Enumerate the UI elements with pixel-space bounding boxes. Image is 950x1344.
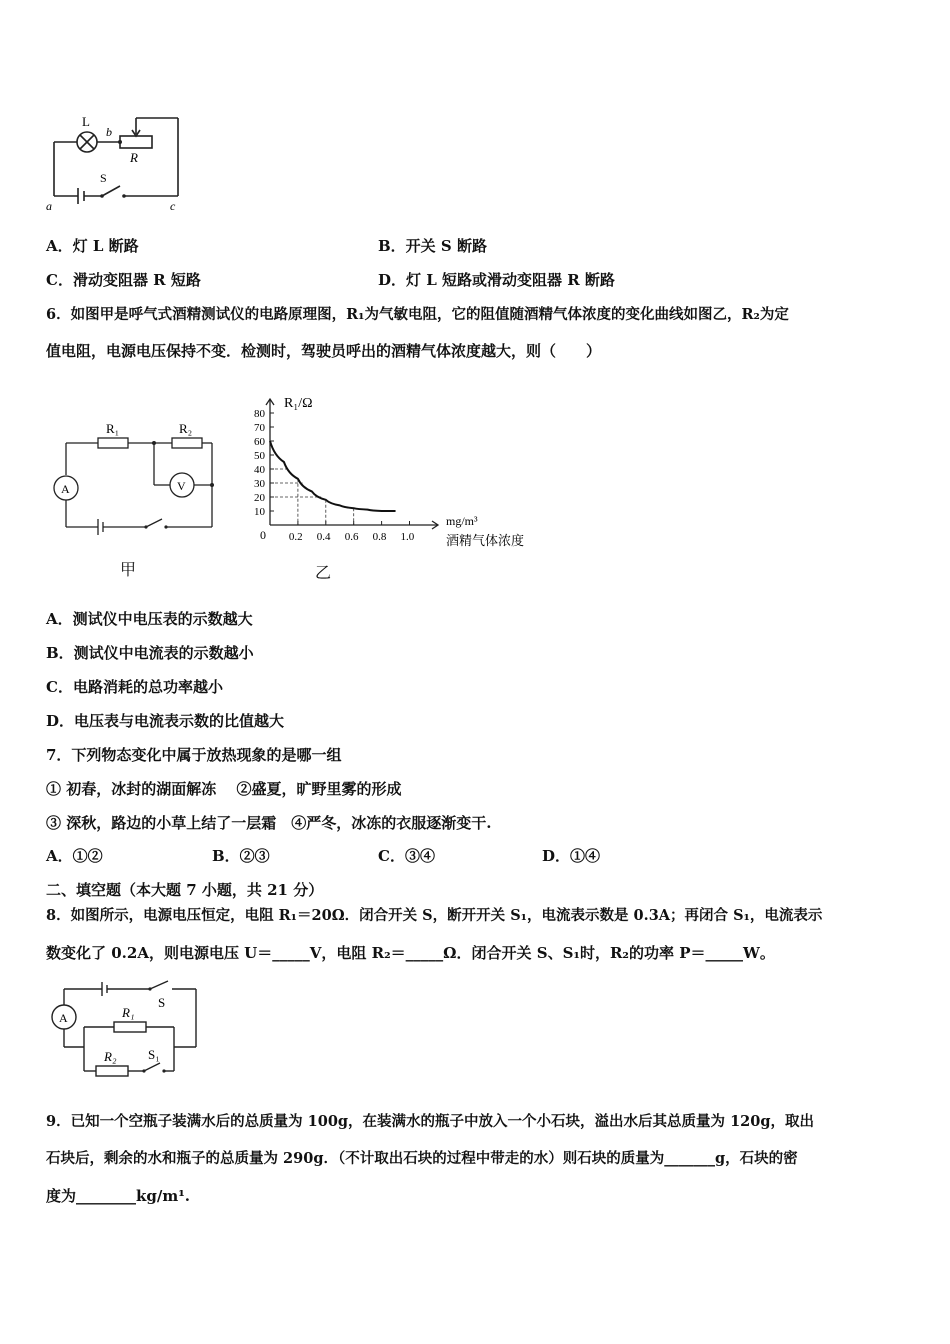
voltmeter-label: V — [177, 479, 186, 493]
y-tick-label: 20 — [254, 492, 265, 504]
q8-circuit-figure — [44, 975, 209, 1085]
q7-items-line1: ① 初春，冰封的湖面解冻 ②盛夏，旷野里雾的形成 — [46, 780, 402, 798]
q7-option-d: D．①④ — [542, 847, 601, 865]
x-axis-label: 酒精气体浓度 — [446, 534, 525, 549]
r1-label: R₁ — [106, 421, 120, 436]
q5-option-b: B．开关 S 断路 — [378, 237, 487, 255]
y-tick-label: 80 — [254, 408, 265, 420]
q7-option-a: A．①② — [46, 847, 103, 865]
q7-option-b: B．②③ — [212, 847, 270, 865]
x-tick-label: 0.2 — [288, 531, 303, 543]
q8-stem-line2: 数变化了 0.2A，则电源电压 U＝_____V，电阻 R₂＝_____Ω．闭合开关 S、S₁时，R₂的功率 P＝_____W。 — [46, 944, 775, 962]
resistor-label: R — [130, 150, 138, 165]
x-tick-label: 0.6 — [344, 531, 359, 543]
point-b-label: b — [106, 125, 112, 139]
y-tick-label: 30 — [254, 478, 265, 490]
section-heading-fill-in: 二、填空题（本大题 7 小题，共 21 分） — [46, 881, 324, 899]
y-tick-label: 70 — [254, 422, 265, 434]
q6-stem-line1: 6．如图甲是呼气式酒精测试仪的电路原理图，R₁为气敏电阻，它的阻值随酒精气体浓度的变化曲线如图乙，R₂为定 — [46, 306, 789, 323]
q5-option-c: C．滑动变阻器 R 短路 — [46, 271, 201, 289]
y-tick-label: 40 — [254, 464, 265, 476]
q5-option-d: D．灯 L 短路或滑动变阻器 R 断路 — [378, 271, 615, 289]
point-c-label: c — [170, 199, 176, 213]
q6-stem-line2: 值电阻，电源电压保持不变．检测时，驾驶员呼出的酒精气体浓度越大，则（ ） — [46, 342, 602, 360]
q6-option-b: B．测试仪中电流表的示数越小 — [46, 644, 254, 662]
q6-graph-yi — [240, 385, 560, 555]
r2-label: R₂ — [104, 1049, 117, 1064]
x-unit-label: mg/m³ — [446, 514, 478, 528]
ammeter-label: A — [61, 482, 70, 496]
q6-circuit-jia — [46, 415, 226, 545]
resistance-curve — [270, 441, 396, 511]
q7-items-line2: ③ 深秋，路边的小草上结了一层霜 ④严冬，冰冻的衣服逐渐变干. — [46, 814, 492, 832]
y-axis-label: R₁/Ω — [284, 396, 313, 411]
q5-option-a: A．灯 L 断路 — [46, 237, 139, 255]
switch-s1-label: S₁ — [148, 1047, 160, 1062]
switch-label: S — [100, 171, 107, 185]
y-tick-label: 10 — [254, 506, 265, 518]
q9-stem-line3: 度为________kg/m¹. — [46, 1187, 191, 1205]
q7-option-c: C．③④ — [378, 847, 435, 865]
x-tick-label: 0.4 — [316, 531, 331, 543]
figure-caption-jia: 甲 — [120, 560, 137, 579]
x-tick-label: 0.8 — [372, 531, 387, 543]
y-tick-label: 60 — [254, 436, 265, 448]
x-tick-label: 1.0 — [400, 531, 415, 543]
r2-label: R₂ — [179, 421, 193, 436]
figure-caption-yi: 乙 — [315, 563, 332, 582]
q9-stem-line1: 9．已知一个空瓶子装满水后的总质量为 100g，在装满水的瓶子中放入一个小石块，溢出水后其总质量为 120g，取出 — [46, 1113, 814, 1130]
q7-stem: 7．下列物态变化中属于放热现象的是哪一组 — [46, 746, 342, 764]
ammeter-label: A — [59, 1011, 68, 1025]
r1-label: R₁ — [122, 1005, 135, 1020]
point-a-label: a — [46, 199, 52, 213]
q6-option-d: D．电压表与电流表示数的比值越大 — [46, 712, 285, 730]
q6-option-c: C．电路消耗的总功率越小 — [46, 678, 223, 696]
y-tick-label: 50 — [254, 450, 265, 462]
origin-label: 0 — [260, 528, 266, 542]
q6-option-a: A．测试仪中电压表的示数越大 — [46, 610, 253, 628]
q5-circuit-figure — [40, 110, 190, 215]
q9-stem-line2: 石块后，剩余的水和瓶子的总质量为 290g．（不计取出石块的过程中带走的水）则石块的质量为_______g，石块的密 — [46, 1150, 798, 1167]
switch-s-label: S — [158, 995, 166, 1010]
q8-stem-line1: 8．如图所示，电源电压恒定，电阻 R₁＝20Ω．闭合开关 S，断开开关 S₁，电流表示数是 0.3A；再闭合 S₁，电流表示 — [46, 907, 823, 924]
lamp-label: L — [82, 114, 90, 129]
